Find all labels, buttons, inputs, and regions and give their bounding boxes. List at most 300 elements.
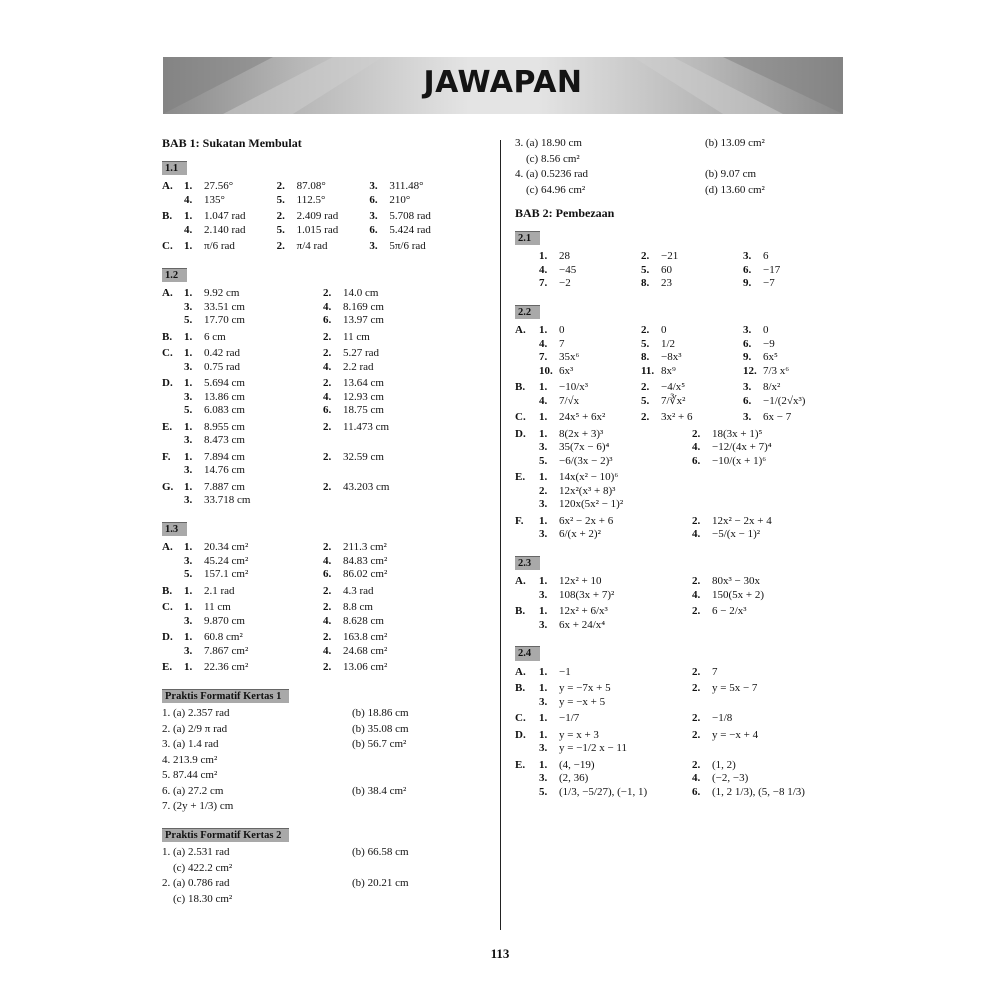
answer-group <box>515 471 845 512</box>
answer-value: 11 cm <box>343 330 370 343</box>
answer-value: 12x² + 6/x³ <box>559 605 608 617</box>
answer-grid <box>539 324 845 378</box>
answer-value: 0.42 rad <box>204 347 241 359</box>
answer-item <box>539 729 692 743</box>
question-number: 2. <box>323 347 332 359</box>
answer-item <box>277 224 370 238</box>
answer-item <box>641 351 743 365</box>
question-number: 2. <box>276 240 285 252</box>
answer-item <box>184 434 323 448</box>
answer-group <box>162 210 462 237</box>
question-number: 3. <box>539 695 548 708</box>
answer-grid <box>539 605 845 632</box>
answer-item <box>641 411 743 425</box>
answer-value: −17 <box>763 263 781 276</box>
chapter-title: BAB 1: Sukatan Membulat <box>162 136 302 150</box>
practice-answer-right <box>352 800 462 814</box>
answer-value: 311.48° <box>389 180 424 192</box>
question-number: 5. <box>539 454 548 467</box>
question-number: 12. <box>743 364 757 377</box>
group-letter: A. <box>162 541 173 553</box>
answer-value: −45 <box>559 263 577 276</box>
answer-value: 6.083 cm <box>204 404 245 416</box>
answer-value: 4.3 rad <box>343 584 374 597</box>
practice-row <box>162 738 462 752</box>
question-number: 3. <box>184 644 193 657</box>
answer-item <box>184 210 277 224</box>
practice-answer-left: 1. (a) 2.531 rad <box>162 846 230 858</box>
answer-value: −5/(x − 1)² <box>712 528 761 540</box>
question-number: 2. <box>323 377 332 389</box>
answer-item <box>743 324 845 338</box>
answer-item <box>692 515 845 529</box>
question-number: 3. <box>369 210 378 222</box>
answer-value: π/6 rad <box>204 240 235 252</box>
question-number: 11. <box>641 364 655 377</box>
answer-item <box>539 411 641 425</box>
section-label: 2.1 <box>515 231 540 246</box>
answer-value: 23 <box>661 277 672 289</box>
practice-answer-right <box>352 769 462 783</box>
question-number: 6. <box>743 337 752 350</box>
answer-group <box>515 682 845 709</box>
question-number: 1. <box>539 712 548 724</box>
answer-item <box>539 250 641 264</box>
answer-group <box>162 451 462 478</box>
group-letter: G. <box>162 480 174 493</box>
answer-item <box>539 682 692 696</box>
question-number: 6. <box>323 404 332 416</box>
answer-group <box>162 377 462 418</box>
question-number: 4. <box>323 644 332 657</box>
answer-item <box>692 605 845 619</box>
question-number: 1. <box>184 180 193 192</box>
answer-value: 18(3x + 1)⁵ <box>712 427 763 440</box>
answer-item <box>539 759 692 773</box>
answer-item <box>184 421 323 435</box>
question-number: 2. <box>641 411 650 423</box>
answer-group <box>162 661 462 675</box>
answer-group <box>162 287 462 328</box>
question-number: 5. <box>641 263 650 276</box>
page-title: JAWAPAN <box>423 65 583 100</box>
question-number: 2. <box>641 381 650 393</box>
answer-group <box>515 605 845 632</box>
answer-value: 60 <box>661 263 672 276</box>
practice-answer-right: (b) 9.07 cm <box>705 168 757 180</box>
answer-value: 3x² + 6 <box>661 411 693 423</box>
answer-item <box>539 441 692 455</box>
answer-value: 0.75 rad <box>204 360 241 373</box>
question-number: 6. <box>323 314 332 326</box>
answer-item <box>743 338 845 352</box>
answer-item <box>323 631 462 645</box>
practice-row <box>162 754 462 768</box>
answer-value: −10/(x + 1)⁶ <box>712 454 767 467</box>
question-number: 1. <box>539 728 548 741</box>
answer-item <box>539 351 641 365</box>
answer-value: −8x³ <box>661 351 682 363</box>
question-number: 5. <box>184 314 193 326</box>
question-number: 10. <box>539 364 553 377</box>
answer-value: 18.75 cm <box>343 404 384 416</box>
answer-value: y = −x + 5 <box>559 695 606 708</box>
group-letter: D. <box>162 631 173 643</box>
question-number: 1. <box>539 324 548 336</box>
practice-answer-left: 5. 87.44 cm² <box>162 769 218 781</box>
question-number: 6. <box>369 223 378 236</box>
answer-value: y = 5x − 7 <box>712 682 758 694</box>
answer-item <box>539 485 845 499</box>
answer-group <box>162 601 462 628</box>
question-number: 2. <box>323 631 332 643</box>
answer-group <box>162 541 462 582</box>
section-label: 2.3 <box>515 556 540 571</box>
question-number: 2. <box>692 758 701 771</box>
answer-item <box>743 395 845 409</box>
answer-grid <box>184 421 462 448</box>
question-number: 5. <box>276 223 285 236</box>
question-number: 3. <box>184 434 193 446</box>
answer-value: 24.68 cm² <box>343 644 388 657</box>
answer-value: 6x² − 2x + 6 <box>559 514 614 527</box>
answer-grid <box>184 661 462 675</box>
question-number: 4. <box>539 263 548 276</box>
answer-group <box>515 666 845 680</box>
answer-item <box>539 772 692 786</box>
question-number: 2. <box>692 605 701 617</box>
answer-item <box>743 250 845 264</box>
answer-value: 28 <box>559 250 570 262</box>
answer-item <box>184 481 323 495</box>
group-letter: B. <box>515 605 526 617</box>
practice-answer-left: 7. (2y + 1/3) cm <box>162 800 234 812</box>
question-number: 2. <box>323 450 332 463</box>
answer-value: π/4 rad <box>296 240 328 252</box>
answer-group <box>515 729 845 756</box>
answer-value: −1/7 <box>559 712 580 724</box>
answer-group <box>515 381 845 408</box>
answer-item <box>539 786 692 800</box>
question-number: 6. <box>743 394 752 407</box>
question-number: 4. <box>539 337 548 350</box>
section-label: Praktis Formatif Kertas 2 <box>162 828 289 843</box>
answer-value: 108(3x + 7)² <box>559 588 615 601</box>
question-number: 1. <box>539 381 548 393</box>
answer-value: 8/x² <box>763 381 781 393</box>
practice-answer-right: (b) 20.21 cm <box>352 877 409 889</box>
answer-value: 7.894 cm <box>204 450 245 463</box>
question-number: 3. <box>539 588 548 601</box>
answer-value: 6 <box>763 250 769 262</box>
answer-value: 33.51 cm <box>204 300 245 313</box>
group-letter: E. <box>162 420 173 433</box>
answer-item <box>184 615 323 629</box>
answer-value: 11.473 cm <box>343 420 390 433</box>
section-label: 2.2 <box>515 305 540 320</box>
answer-group <box>515 515 845 542</box>
question-number: 1. <box>184 631 193 643</box>
practice-row <box>162 893 462 907</box>
question-number: 1. <box>539 665 548 678</box>
question-number: 5. <box>641 394 650 407</box>
answer-value: 1.015 rad <box>296 223 339 236</box>
answer-item <box>743 365 845 379</box>
practice-rows <box>162 846 462 906</box>
answer-item <box>539 712 692 726</box>
answer-item <box>692 589 845 603</box>
answer-item <box>743 351 845 365</box>
question-number: 1. <box>184 420 193 433</box>
answer-item <box>539 338 641 352</box>
question-number: 2. <box>323 541 332 553</box>
question-number: 3. <box>539 528 548 540</box>
answer-value: −9 <box>763 337 775 350</box>
practice-row <box>515 153 845 167</box>
question-number: 3. <box>539 772 548 784</box>
question-number: 1. <box>539 758 548 771</box>
question-number: 2. <box>323 584 332 597</box>
answer-value: 7.867 cm² <box>204 644 249 657</box>
question-number: 2. <box>276 210 285 222</box>
question-number: 1. <box>539 471 548 483</box>
answer-value: 211.3 cm² <box>343 541 387 553</box>
answer-value: 2.1 rad <box>204 584 235 597</box>
question-number: 4. <box>323 360 332 373</box>
question-number: 3. <box>369 240 378 252</box>
chapter-title: BAB 2: Pembezaan <box>515 206 615 220</box>
answer-value: −10/x³ <box>559 381 589 393</box>
practice-answer-left: (c) 422.2 cm² <box>162 861 233 874</box>
answer-value: 12x² + 10 <box>559 575 602 587</box>
answer-item <box>641 250 743 264</box>
answer-item <box>323 555 462 569</box>
answer-value: 14.0 cm <box>343 287 379 299</box>
question-number: 1. <box>184 377 193 389</box>
answer-value: 12x² − 2x + 4 <box>712 514 772 527</box>
answer-value: 7/∛x² <box>661 394 686 407</box>
practice-row <box>162 785 462 799</box>
practice-row <box>162 877 462 891</box>
practice-row <box>515 168 845 182</box>
answer-item <box>184 240 277 254</box>
question-number: 5. <box>276 193 285 206</box>
answer-item <box>323 377 462 391</box>
answer-item <box>692 712 845 726</box>
group-letter: A. <box>515 324 526 336</box>
answer-item <box>692 786 845 800</box>
section-label: Praktis Formatif Kertas 1 <box>162 689 289 704</box>
answer-value: 35(7x − 6)⁴ <box>559 441 610 453</box>
question-number: 4. <box>184 193 193 206</box>
answer-grid <box>184 331 462 345</box>
question-number: 3. <box>743 381 752 393</box>
answer-item <box>323 541 462 555</box>
answer-item <box>323 601 462 615</box>
group-letter: E. <box>162 661 173 673</box>
answer-value: 9.870 cm <box>204 614 245 627</box>
answer-value: 43.203 cm <box>343 480 390 493</box>
answer-value: (1, 2) <box>712 758 736 771</box>
answer-item <box>277 194 370 208</box>
answer-group <box>515 575 845 602</box>
answer-grid <box>184 287 462 328</box>
question-number: 4. <box>692 528 701 540</box>
answer-grid <box>184 240 462 254</box>
answer-item <box>184 314 323 328</box>
group-letter: D. <box>515 427 526 440</box>
answer-value: 8.628 cm <box>343 614 384 627</box>
practice-row <box>515 137 845 151</box>
answer-item <box>323 615 462 629</box>
question-number: 2. <box>692 682 701 694</box>
answer-item <box>323 347 462 361</box>
answer-value: 150(5x + 2) <box>712 588 765 601</box>
practice-answer-left: 2. (a) 2/9 π rad <box>162 722 228 735</box>
question-number: 6. <box>743 263 752 276</box>
question-number: 3. <box>184 494 193 506</box>
answer-value: y = −x + 4 <box>712 728 759 741</box>
group-letter: A. <box>162 180 173 192</box>
answer-item <box>184 361 323 375</box>
practice-answer-left: (c) 64.96 cm² <box>515 183 586 196</box>
answer-value: 24x⁵ + 6x² <box>559 411 606 423</box>
answer-item <box>323 287 462 301</box>
answer-value: −1 <box>559 665 571 678</box>
answer-item <box>369 240 462 254</box>
section-label: 1.2 <box>162 268 187 283</box>
answer-group <box>162 180 462 207</box>
answer-value: −2 <box>559 277 571 289</box>
answer-value: 12x²(x³ + 8)³ <box>559 484 616 497</box>
answer-item <box>323 661 462 675</box>
answer-item <box>184 585 323 599</box>
column-divider <box>500 140 501 930</box>
answer-item <box>184 661 323 675</box>
group-letter: F. <box>515 514 524 527</box>
question-number: 1. <box>184 601 193 613</box>
practice-answer-right: (b) 56.7 cm² <box>352 738 407 750</box>
group-letter: A. <box>162 287 173 299</box>
answer-value: 7.887 cm <box>204 480 245 493</box>
answer-item <box>539 381 641 395</box>
question-number: 2. <box>323 661 332 673</box>
group-letter: C. <box>162 240 173 252</box>
question-number: 7. <box>539 277 548 289</box>
answer-item <box>539 264 641 278</box>
question-number: 5. <box>641 337 650 350</box>
question-number: 1. <box>539 427 548 440</box>
answer-item <box>539 619 692 633</box>
practice-answer-right <box>352 893 462 907</box>
answer-group <box>162 481 462 508</box>
answer-value: 22.36 cm² <box>204 661 249 673</box>
question-number: 4. <box>323 300 332 313</box>
question-number: 3. <box>184 300 193 313</box>
practice-row <box>162 769 462 783</box>
answer-group <box>162 631 462 658</box>
question-number: 3. <box>539 742 548 754</box>
answer-item <box>539 455 692 469</box>
practice-row <box>162 862 462 876</box>
question-number: 1. <box>184 450 193 463</box>
question-number: 3. <box>743 411 752 423</box>
practice-answer-left: 6. (a) 27.2 cm <box>162 784 224 797</box>
answer-value: 5.27 rad <box>343 347 380 359</box>
answer-item <box>184 194 277 208</box>
answer-item <box>323 451 462 465</box>
answer-value: −12/(4x + 7)⁴ <box>712 441 772 453</box>
answer-item <box>184 645 323 659</box>
question-number: 4. <box>323 614 332 627</box>
answer-item <box>184 404 323 418</box>
question-number: 3. <box>539 618 548 631</box>
question-number: 1. <box>184 584 193 597</box>
practice-row <box>162 723 462 737</box>
answer-grid <box>539 428 845 469</box>
answer-grid <box>539 729 845 756</box>
answer-item <box>743 277 845 291</box>
answer-value: 210° <box>389 193 411 206</box>
answer-grid <box>539 575 845 602</box>
group-letter: C. <box>162 601 173 613</box>
answer-item <box>539 515 692 529</box>
answer-value: −6/(3x − 2)³ <box>559 454 613 467</box>
group-letter: B. <box>162 210 173 222</box>
section-label: 1.3 <box>162 522 187 537</box>
question-number: 3. <box>539 498 548 510</box>
answer-value: 35x⁶ <box>559 351 580 363</box>
question-number: 4. <box>184 223 193 236</box>
practice-answer-right: (b) 38.4 cm² <box>352 784 407 797</box>
answer-item <box>323 314 462 328</box>
answer-value: 6x + 24/x⁴ <box>559 618 606 631</box>
answer-value: 8.8 cm <box>343 601 373 613</box>
answer-item <box>539 742 692 756</box>
question-number: 2. <box>692 728 701 741</box>
answer-grid <box>184 210 462 237</box>
answer-group <box>515 712 845 726</box>
practice-rows <box>515 137 845 197</box>
header-banner <box>163 57 843 114</box>
question-number: 4. <box>323 554 332 567</box>
answer-item <box>539 471 845 485</box>
answer-item <box>369 194 462 208</box>
answer-value: 12.93 cm <box>343 390 384 403</box>
answer-group <box>162 585 462 599</box>
group-letter <box>515 250 539 291</box>
practice-answer-left: (c) 8.56 cm² <box>515 152 580 165</box>
practice-row <box>162 846 462 860</box>
answer-item <box>323 585 462 599</box>
answer-value: −1/8 <box>712 712 733 724</box>
answer-item <box>184 331 323 345</box>
answer-item <box>539 277 641 291</box>
answer-value: 5π/6 rad <box>389 240 426 252</box>
question-number: 5. <box>184 404 193 416</box>
answer-value: 0 <box>661 324 667 336</box>
answer-grid <box>184 585 462 599</box>
answer-item <box>369 210 462 224</box>
practice-row <box>515 184 845 198</box>
question-number: 1. <box>184 240 193 252</box>
answer-grid <box>184 451 462 478</box>
answer-grid <box>539 411 845 425</box>
answer-item <box>323 481 462 495</box>
question-number: 3. <box>539 441 548 453</box>
answer-value: 135° <box>204 193 225 206</box>
answer-item <box>323 391 462 405</box>
